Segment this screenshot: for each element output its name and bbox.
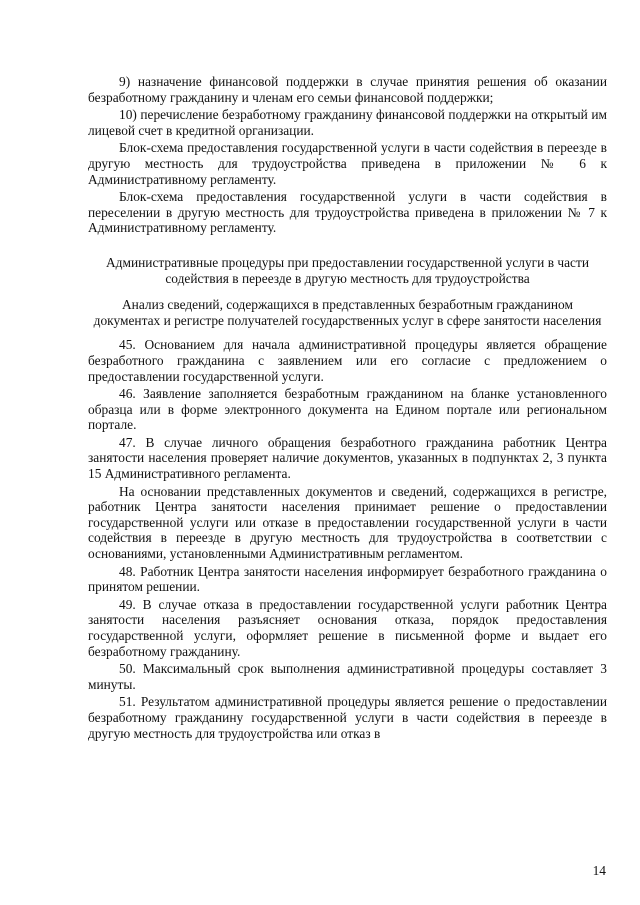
paragraph-flowchart-appendix-6: Блок-схема предоставления государственной услуги в части содействия в переезде в другую местность для трудоустройства приведена в приложении № 6 к Административному регламенту. [88, 140, 607, 187]
paragraph-47-decision: На основании представленных документов и сведений, содержащихся в регистре, работник Центра занятости населения принимает решение о предоставлении государственной услуги или отказе в предоставлении государственной услуги в части содействия в переезде в другую местность для трудоустройства в соответствии с основаниями, установленными Административным регламентом. [88, 483, 607, 562]
paragraph-49: 49. В случае отказа в предоставлении государственной услуги работник Центра занятости населения разъясняет основания отказа, порядок предоставления государственной услуги, оформляет решение в письменной форме и выдает его безработному гражданину. [88, 596, 607, 659]
page-number: 14 [592, 863, 606, 878]
document-body [88, 74, 607, 743]
subsection-heading: Анализ сведений, содержащихся в представленных безработным гражданином документах и регистре получателей государственных услуг в сфере занятости населения [93, 297, 602, 328]
section-heading: Административные процедуры при предоставлении государственной услуги в части содействия в переезде в другую местность для трудоустройства [105, 254, 590, 286]
paragraph-47: 47. В случае личного обращения безработного гражданина работник Центра занятости населения проверяет наличие документов, указанных в подпунктах 2, 3 пункта 15 Административного регламента. [88, 434, 607, 482]
paragraph-48: 48. Работник Центра занятости населения информирует безработного гражданина о принятом решении. [88, 563, 607, 595]
paragraph-45: 45. Основанием для начала административной процедуры является обращение безработного гражданина с заявлением или его согласие с предложением о предоставлении государственной услуги. [88, 337, 607, 384]
paragraph-flowchart-appendix-7: Блок-схема предоставления государственной услуги в части содействия в переселении в другую местность для трудоустройства приведена в приложении № 7 к Административному регламенту. [88, 189, 607, 236]
paragraph-50: 50. Максимальный срок выполнения административной процедуры составляет 3 минуты. [88, 661, 607, 692]
paragraph-46: 46. Заявление заполняется безработным гражданином на бланке установленного образца или в форме электронного документа на Едином портале или региональном портале. [88, 386, 607, 433]
paragraph-51: 51. Результатом административной процедуры является решение о предоставлении безработному гражданину государственной услуги в части содействия в переезде в другую местность для трудоустройства или отказ в [88, 694, 607, 741]
paragraph-item-9: 9) назначение финансовой поддержки в случае принятия решения об оказании безработному гражданину и членам его семьи финансовой поддержки; [88, 74, 607, 105]
paragraph-item-10: 10) перечисление безработному гражданину финансовой поддержки на открытый им лицевой счет в кредитной организации. [88, 107, 607, 138]
